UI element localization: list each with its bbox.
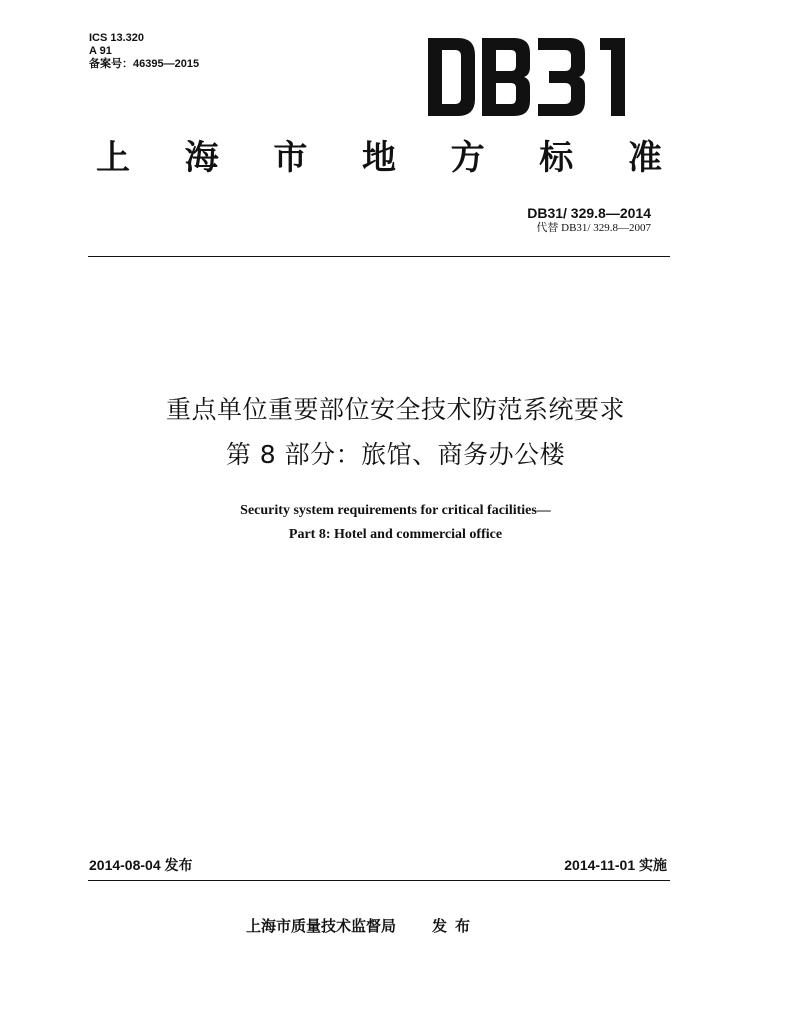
- replaces-standard: 代替 DB31/ 329.8—2007: [536, 222, 651, 234]
- local-standard-heading: [96, 138, 662, 178]
- effective-date: 2014-11-01 实施: [564, 857, 667, 873]
- standard-number: DB31/ 329.8—2014: [527, 205, 651, 221]
- ics-code: ICS 13.320: [89, 32, 145, 44]
- footer-divider: [88, 880, 670, 881]
- ccs-code: A 91: [89, 45, 112, 57]
- db31-logo: [428, 38, 633, 116]
- issuer-action: 发布: [432, 917, 479, 935]
- issuing-authority: [246, 917, 478, 935]
- filing-number: 备案号：46395—2015: [89, 58, 200, 70]
- issuer-name: 上海市质量技术监督局: [246, 917, 397, 935]
- heading-char: 市: [273, 138, 308, 178]
- heading-char: 上: [96, 138, 130, 178]
- title-zh-line2: 第 8 部分：旅馆、商务办公楼: [225, 440, 566, 469]
- heading-char: 地: [361, 138, 396, 178]
- heading-char: 标: [539, 138, 574, 178]
- title-en-line2: Part 8: Hotel and commercial office: [288, 527, 503, 542]
- header-divider: [88, 256, 670, 257]
- document-meta: [89, 32, 199, 71]
- title-zh-line1: 重点单位重要部位安全技术防范系统要求: [165, 395, 625, 424]
- heading-char: 海: [184, 138, 219, 178]
- standard-number-block: [527, 205, 651, 235]
- heading-char: 准: [627, 138, 662, 178]
- title-en-line1: Security system requirements for critical facilities—: [240, 503, 551, 518]
- issue-date: 2014-08-04 发布: [89, 857, 193, 873]
- heading-char: 方: [450, 138, 485, 178]
